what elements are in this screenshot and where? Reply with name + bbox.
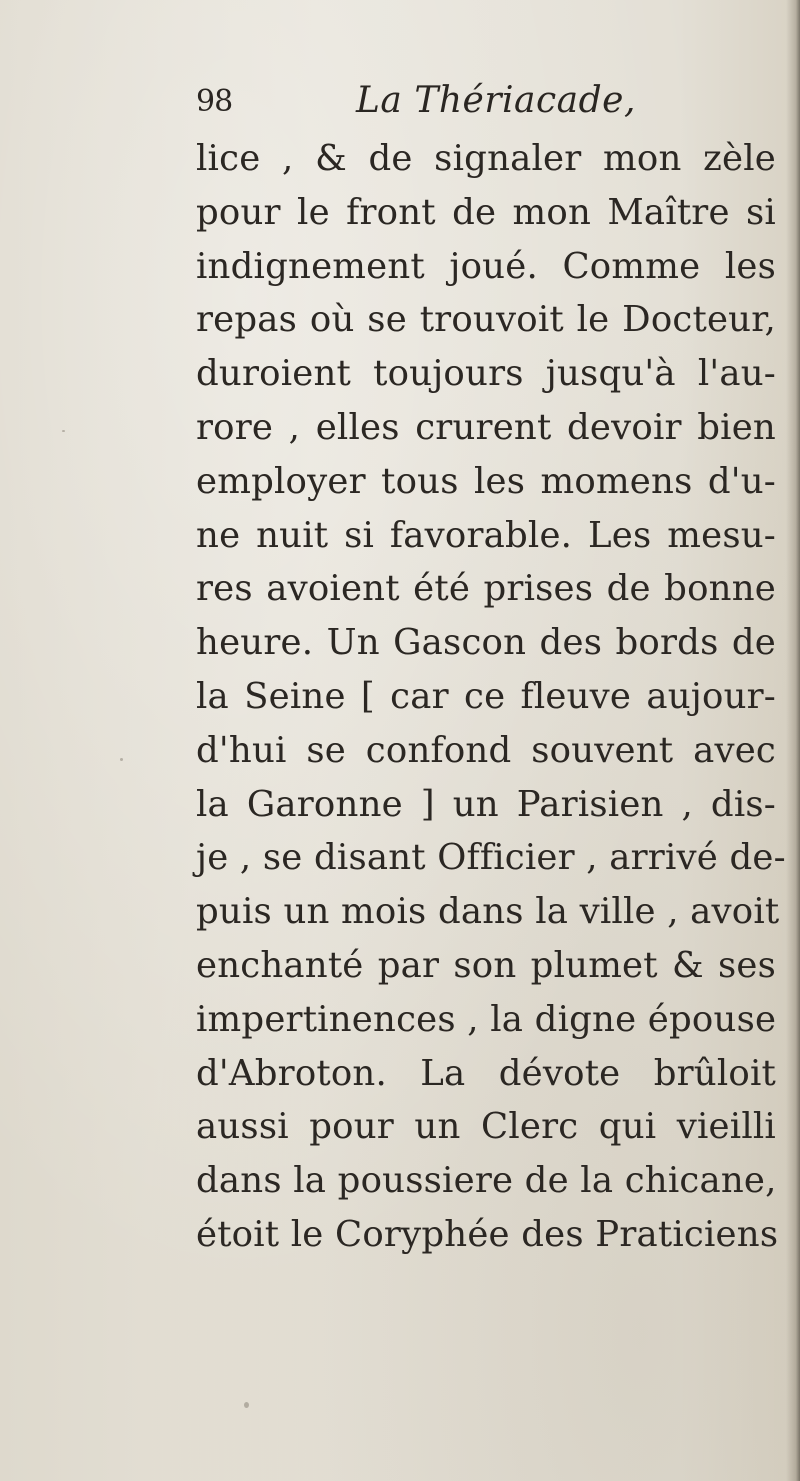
text-line: rore , elles crurent devoir bien [196, 406, 776, 448]
text-line: la Garonne ] un Parisien , dis- [196, 783, 776, 825]
page-edge-shadow [786, 0, 800, 1481]
text-line: employer tous les momens d'u- [196, 460, 776, 502]
paper-speck [120, 758, 123, 761]
text-line: repas où se trouvoit le Docteur, [196, 299, 776, 341]
text-line: je , se disant Officier , arrivé de- [196, 837, 786, 879]
text-line: heure. Un Gascon des bords de [196, 622, 776, 664]
running-title: La Thériacade, [356, 80, 636, 121]
text-line: ne nuit si favorable. Les mesu- [196, 514, 776, 556]
text-line: aussi pour un Clerc qui vieilli [196, 1106, 776, 1148]
text-line: d'Abroton. La dévote brûloit [196, 1052, 776, 1094]
text-line: indignement joué. Comme les [196, 245, 776, 287]
page-header [196, 76, 736, 126]
text-line: impertinences , la digne épouse [196, 998, 777, 1040]
text-line: res avoient été prises de bonne [196, 568, 776, 610]
text-line: étoit le Coryphée des Praticiens [196, 1213, 779, 1255]
text-line: pour le front de mon Maître si [196, 191, 776, 233]
body-text [196, 132, 786, 1262]
text-line: d'hui se confond souvent avec [196, 729, 776, 771]
paper-speck [62, 430, 65, 432]
text-line: enchanté par son plumet & ses [196, 944, 776, 986]
text-line: puis un mois dans la ville , avoit [196, 891, 780, 933]
page-number: 98 [196, 84, 233, 119]
text-line: duroient toujours jusqu'à l'au- [196, 353, 776, 395]
text-line: dans la poussiere de la chicane, [196, 1160, 777, 1202]
paper-speck [244, 1402, 249, 1408]
text-line: lice , & de signaler mon zèle [196, 138, 776, 179]
text-line: la Seine [ car ce fleuve aujour- [196, 675, 776, 717]
